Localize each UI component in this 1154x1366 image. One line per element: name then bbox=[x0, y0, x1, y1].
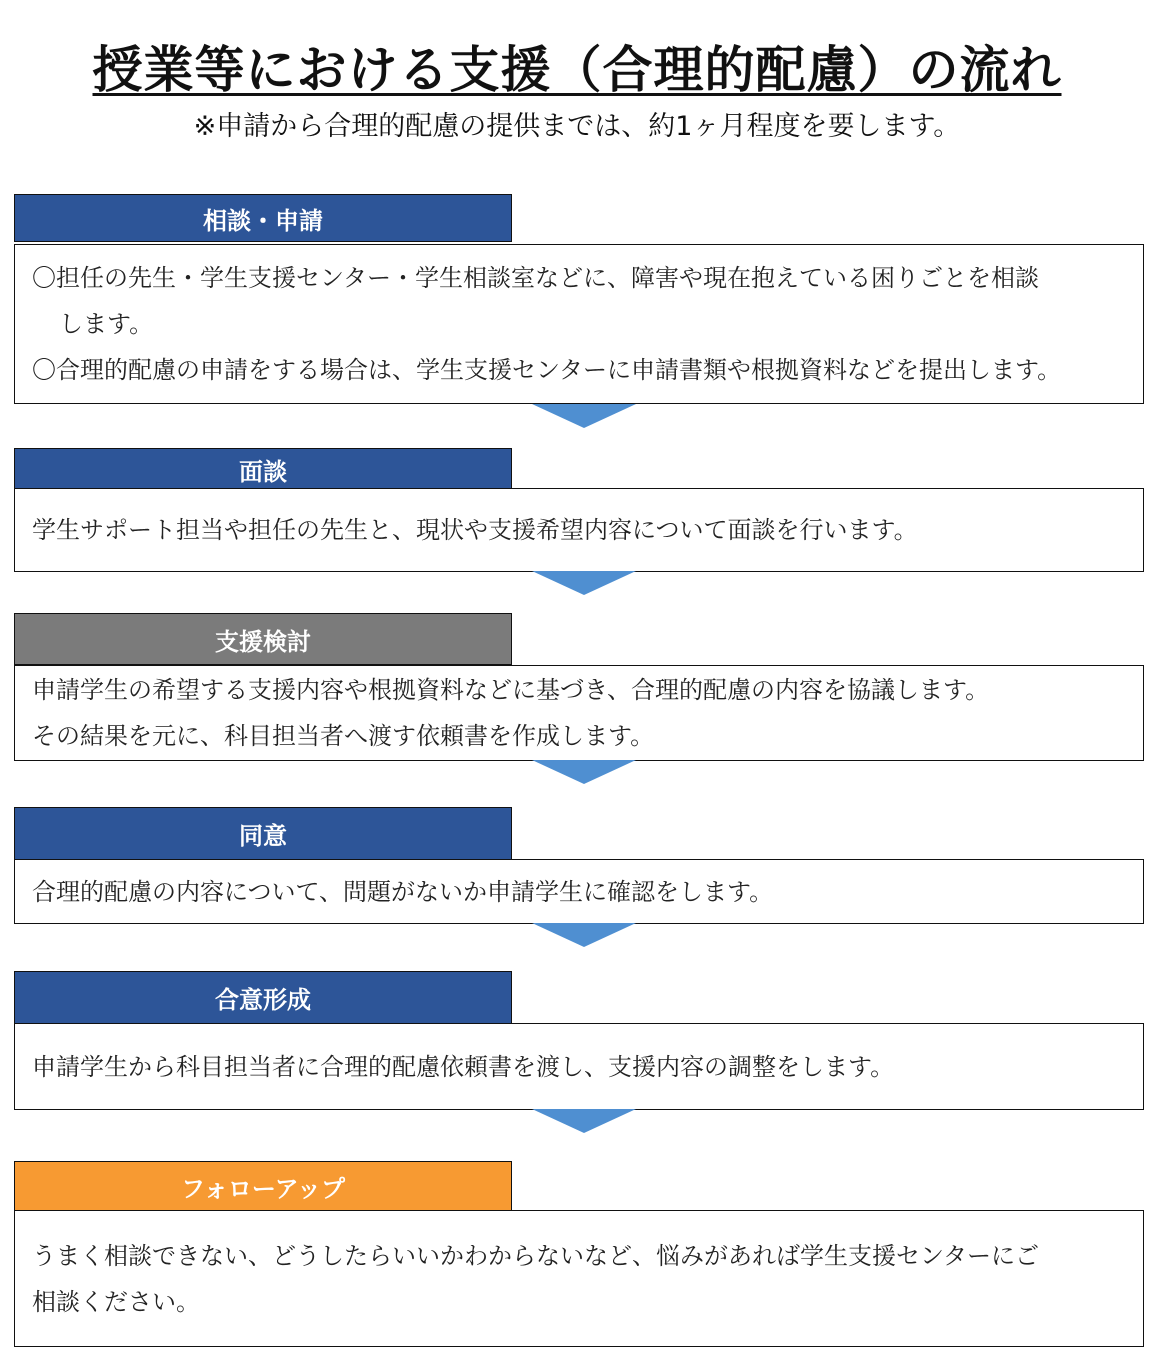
step-body-consensus bbox=[14, 1023, 1144, 1110]
step-review bbox=[14, 613, 1144, 761]
page-title-wrap bbox=[0, 30, 1154, 102]
step-text-line: 合理的配慮の内容について、問題がないか申請学生に確認をします。 bbox=[32, 877, 774, 906]
step-header-review: 支援検討 bbox=[14, 613, 512, 665]
step-text-line: 申請学生の希望する支援内容や根拠資料などに基づき、合理的配慮の内容を協議します。 bbox=[32, 676, 990, 704]
step-text-line: 〇担任の先生・学生支援センター・学生相談室などに、障害や現在抱えている困りごとを相談 bbox=[32, 264, 1040, 292]
step-body-interview bbox=[14, 488, 1144, 572]
step-text-line: 申請学生から科目担当者に合理的配慮依頼書を渡し、支援内容の調整をします。 bbox=[32, 1052, 895, 1081]
step-header-agreement: 同意 bbox=[14, 807, 512, 860]
step-text-line: その結果を元に、科目担当者へ渡す依頼書を作成します。 bbox=[32, 722, 655, 750]
step-text-line: 相談ください。 bbox=[32, 1287, 200, 1316]
flow-arrow-icon bbox=[532, 923, 636, 947]
flow-arrow-icon bbox=[532, 571, 636, 595]
step-body-consultation bbox=[14, 244, 1144, 404]
step-text-line: うまく相談できない、どうしたらいいかわからないなど、悩みがあれば学生支援センターにご bbox=[32, 1241, 1040, 1270]
step-header-consensus: 合意形成 bbox=[14, 971, 512, 1024]
step-body-review bbox=[14, 665, 1144, 761]
step-consensus bbox=[14, 971, 1144, 1110]
flow-arrow-icon bbox=[532, 1109, 636, 1133]
step-agreement bbox=[14, 807, 1144, 924]
flow-arrow-icon bbox=[532, 760, 636, 784]
page-title: 授業等における支援（合理的配慮）の流れ bbox=[92, 41, 1062, 99]
flow-arrow-icon bbox=[532, 404, 636, 428]
page-subtitle: ※申請から合理的配慮の提供までは、約1ヶ月程度を要します。 bbox=[193, 111, 961, 142]
step-header-consultation: 相談・申請 bbox=[14, 194, 512, 242]
step-interview bbox=[14, 448, 1144, 572]
step-follow-up bbox=[14, 1161, 1144, 1347]
step-header-follow-up: フォローアップ bbox=[14, 1161, 512, 1211]
step-body-follow-up bbox=[14, 1210, 1144, 1347]
step-text-line: 学生サポート担当や担任の先生と、現状や支援希望内容について面談を行います。 bbox=[32, 516, 918, 544]
step-text-line: します。 bbox=[59, 310, 154, 338]
step-consultation bbox=[14, 194, 1144, 404]
step-text-line: 〇合理的配慮の申請をする場合は、学生支援センターに申請書類や根拠資料などを提出します。 bbox=[32, 356, 1062, 384]
step-header-interview: 面談 bbox=[14, 448, 512, 490]
step-body-agreement bbox=[14, 859, 1144, 924]
